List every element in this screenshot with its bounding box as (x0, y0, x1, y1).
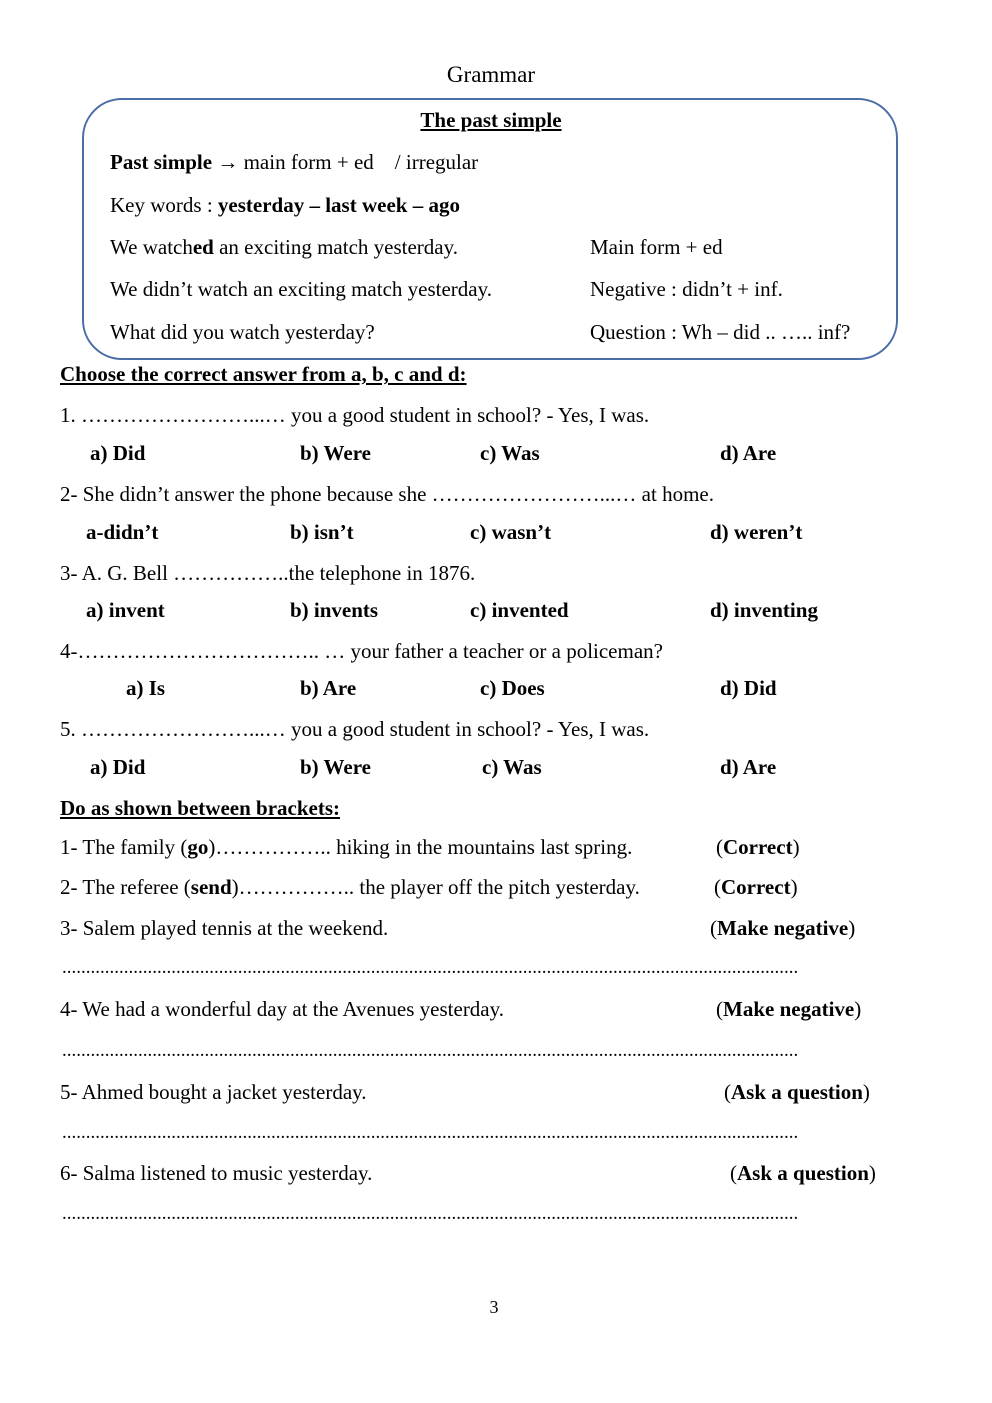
instruction-6: (Ask a question) (730, 1161, 876, 1185)
page-number: 3 (489, 1297, 499, 1317)
option-d: d) Did (720, 676, 777, 700)
rule-line (110, 150, 478, 175)
option-a: a) Is (126, 676, 166, 700)
instruction-3: (Make negative) (710, 916, 856, 940)
section-title-brackets: Do as shown between brackets: (60, 796, 340, 820)
exercise-3: 3- Salem played tennis at the weekend. (60, 916, 389, 940)
example-sentence (110, 235, 458, 260)
page-heading: Grammar (446, 62, 536, 87)
option-b: b) Were (300, 441, 371, 465)
instruction-text: Ask a question (731, 1080, 863, 1104)
arrow-icon: → (217, 150, 239, 174)
exercise-2 (60, 875, 640, 900)
option-c: c) Does (480, 676, 545, 700)
option-b: b) Are (300, 676, 357, 700)
exercise-text: 1- The family ( (60, 835, 188, 859)
option-c: c) wasn’t (470, 520, 552, 544)
answer-line[interactable]: ........................................................................................................................................................... (62, 1040, 799, 1061)
option-a: a) Did (90, 755, 146, 779)
example-note: Main form + ed (590, 235, 723, 259)
rule-box-title: The past simple (420, 108, 562, 132)
question-5: 5. ……………………...… you a good student in school? - Yes, I was. (60, 717, 650, 741)
instruction-1: (Correct) (716, 835, 800, 859)
option-d: d) Are (720, 441, 777, 465)
example-text-rest: an exciting match yesterday. (213, 235, 458, 259)
answer-line[interactable]: ........................................................................................................................................................... (62, 1122, 799, 1143)
option-a: a-didn’t (86, 520, 159, 544)
option-c: c) Was (480, 441, 540, 465)
example-note: Negative : didn’t + inf. (590, 277, 783, 301)
instruction-text: Make negative (717, 916, 849, 940)
example-note: Question : Wh – did .. ….. inf? (590, 320, 851, 344)
rule-text: main form + ed / irregular (238, 150, 479, 174)
option-c: c) Was (482, 755, 542, 779)
question-3: 3- A. G. Bell ……………..the telephone in 1876. (60, 561, 476, 585)
instruction-text: Ask a question (737, 1161, 869, 1185)
exercise-text: 2- The referee ( (60, 875, 191, 899)
example-text: We watch (110, 235, 193, 259)
instruction-2: (Correct) (714, 875, 798, 899)
keywords-label: Key words : (110, 193, 218, 217)
exercise-5: 5- Ahmed bought a jacket yesterday. (60, 1080, 367, 1104)
keywords-line (110, 193, 460, 218)
option-a: a) invent (86, 598, 165, 622)
option-c: c) invented (470, 598, 569, 622)
instruction-4: (Make negative) (716, 997, 862, 1021)
option-b: b) Were (300, 755, 371, 779)
exercise-text-rest: )…………….. the player off the pitch yesterday. (231, 875, 640, 899)
exercise-text-rest: )…………….. hiking in the mountains last spring. (208, 835, 633, 859)
section-title-choose: Choose the correct answer from a, b, c and d: (60, 362, 467, 386)
example-sentence: We didn’t watch an exciting match yesterday. (110, 277, 493, 301)
option-b: b) isn’t (290, 520, 354, 544)
instruction-5: (Ask a question) (724, 1080, 870, 1104)
exercise-verb: send (190, 875, 232, 899)
option-d: d) inventing (710, 598, 818, 622)
rule-label: Past simple (110, 150, 213, 174)
answer-line[interactable]: ........................................................................................................................................................... (62, 1203, 799, 1224)
option-b: b) invents (290, 598, 379, 622)
example-ending: ed (192, 235, 214, 259)
option-a: a) Did (90, 441, 146, 465)
keywords: yesterday – last week – ago (217, 193, 460, 217)
instruction-text: Correct (721, 875, 791, 899)
option-d: d) weren’t (710, 520, 803, 544)
exercise-1 (60, 835, 632, 860)
instruction-text: Correct (723, 835, 793, 859)
exercise-4: 4- We had a wonderful day at the Avenues yesterday. (60, 997, 505, 1021)
exercise-verb: go (187, 835, 209, 859)
question-1: 1. ……………………...… you a good student in school? - Yes, I was. (60, 403, 650, 427)
instruction-text: Make negative (723, 997, 855, 1021)
answer-line[interactable]: ........................................................................................................................................................... (62, 957, 799, 978)
exercise-6: 6- Salma listened to music yesterday. (60, 1161, 373, 1185)
example-sentence: What did you watch yesterday? (110, 320, 375, 344)
question-2: 2- She didn’t answer the phone because she ……………………...… at home. (60, 482, 714, 506)
question-4: 4-…………………………….. … your father a teacher or a policeman? (60, 639, 663, 663)
option-d: d) Are (720, 755, 777, 779)
